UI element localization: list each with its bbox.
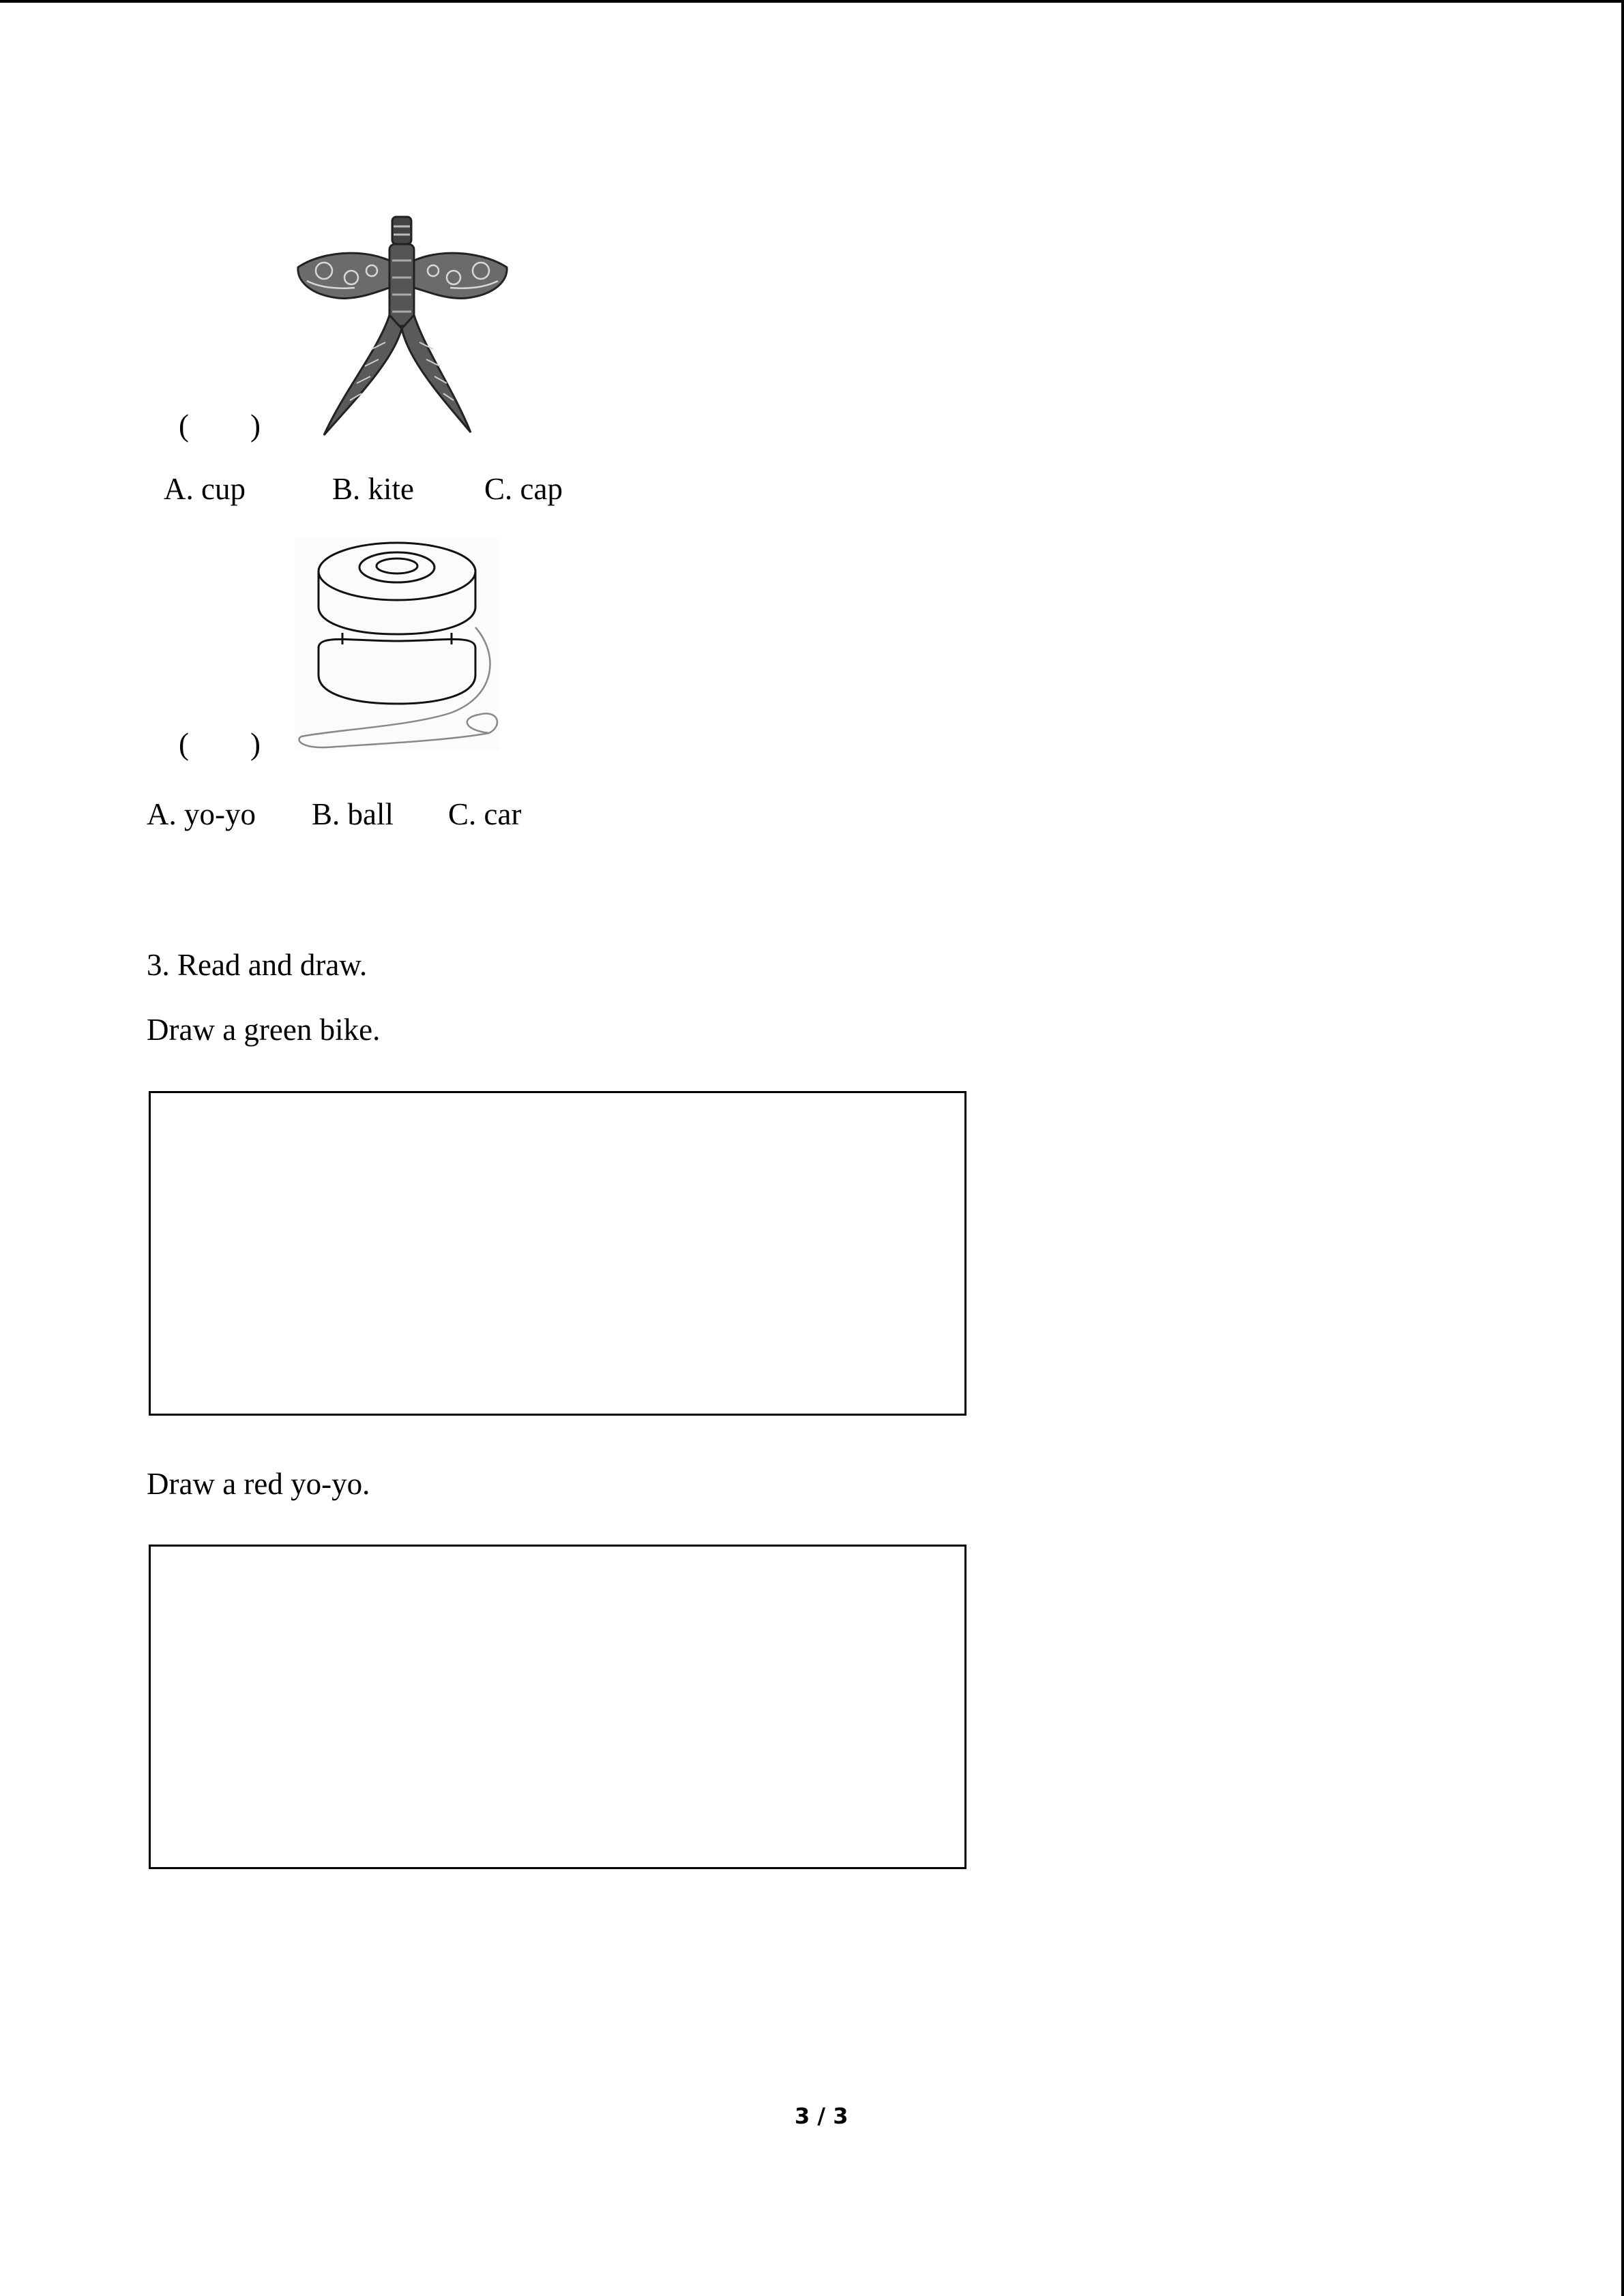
page-number: 3 / 3 bbox=[795, 2103, 848, 2129]
option-b[interactable]: B. ball bbox=[312, 797, 394, 831]
drawing-box-yoyo[interactable] bbox=[149, 1545, 966, 1869]
task-instruction-yoyo: Draw a red yo-yo. bbox=[147, 1467, 370, 1501]
task-instruction-bike: Draw a green bike. bbox=[147, 1013, 381, 1047]
option-a[interactable]: A. yo-yo bbox=[147, 797, 256, 831]
kite-icon bbox=[290, 213, 515, 438]
section-heading: 3. Read and draw. bbox=[147, 948, 368, 982]
option-a[interactable]: A. cup bbox=[164, 472, 246, 506]
option-b[interactable]: B. kite bbox=[332, 472, 414, 506]
option-c[interactable]: C. car bbox=[448, 797, 522, 831]
drawing-box-bike[interactable] bbox=[149, 1091, 966, 1416]
answer-bracket-2[interactable]: ( ) bbox=[179, 727, 261, 761]
yoyo-icon bbox=[295, 539, 499, 750]
answer-bracket-1[interactable]: ( ) bbox=[179, 408, 261, 443]
option-c[interactable]: C. cap bbox=[484, 472, 563, 506]
